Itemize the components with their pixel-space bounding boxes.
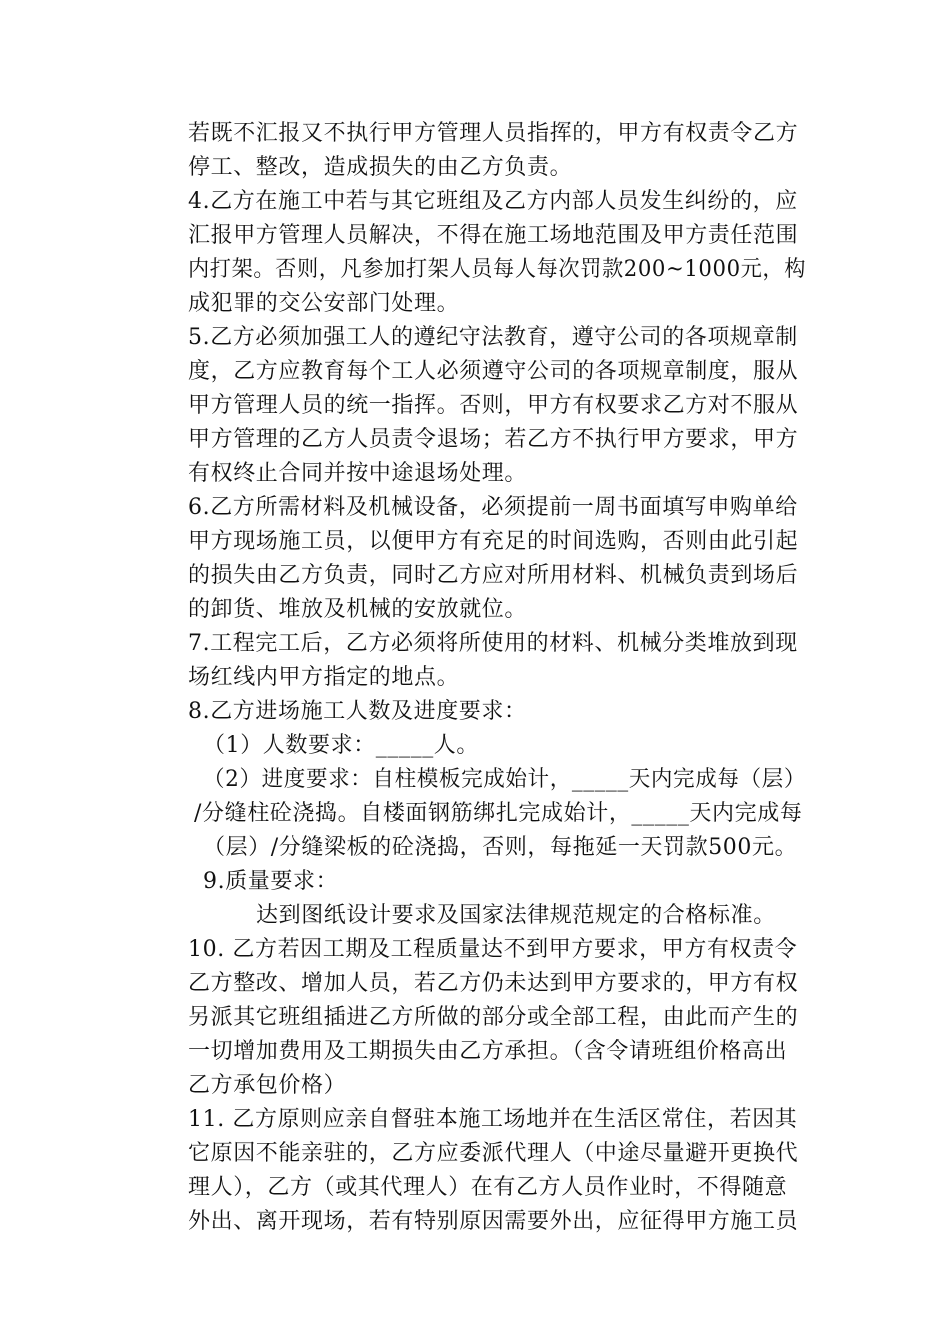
text-line: 达到图纸设计要求及国家法律规范规定的合格标准。: [256, 903, 776, 928]
text-line: 场红线内甲方指定的地点。: [188, 665, 460, 690]
text-line: 若既不汇报又不执行甲方管理人员指挥的，甲方有权责令乙方: [188, 121, 799, 146]
text-line: 的损失由乙方负责，同时乙方应对所用材料、机械负责到场后: [188, 563, 799, 588]
text-line: 甲方管理人员的统一指挥。否则，甲方有权要求乙方对不服从: [188, 393, 799, 418]
text-line: 9.质量要求：: [203, 869, 339, 894]
text-line: 成犯罪的交公安部门处理。: [188, 291, 460, 316]
text-line: 甲方管理的乙方人员责令退场；若乙方不执行甲方要求，甲方: [188, 427, 799, 452]
text-line: （1）人数要求：_____人。: [203, 733, 479, 758]
text-line: 6.乙方所需材料及机械设备，必须提前一周书面填写申购单给: [188, 495, 798, 520]
text-line: 5.乙方必须加强工人的遵纪守法教育，遵守公司的各项规章制: [188, 325, 798, 350]
text-line: 汇报甲方管理人员解决，不得在施工场地范围及甲方责任范围: [188, 223, 799, 248]
text-line: 度，乙方应教育每个工人必须遵守公司的各项规章制度，服从: [188, 359, 799, 384]
text-line: 甲方现场施工员，以便甲方有充足的时间选购，否则由此引起: [188, 529, 799, 554]
text-line: （层）/分缝梁板的砼浇捣，否则，每拖延一天罚款500元。: [203, 835, 798, 860]
text-line: 一切增加费用及工期损失由乙方承担。（含令请班组价格高出: [188, 1039, 788, 1064]
text-line: 4.乙方在施工中若与其它班组及乙方内部人员发生纠纷的，应: [188, 189, 798, 214]
text-line: 理人），乙方（或其代理人）在有乙方人员作业时，不得随意: [188, 1175, 788, 1200]
text-line: 的卸货、堆放及机械的安放就位。: [188, 597, 528, 622]
text-line: 乙方整改、增加人员，若乙方仍未达到甲方要求的，甲方有权: [188, 971, 799, 996]
text-line: 停工、整改，造成损失的由乙方负责。: [188, 155, 573, 180]
text-line: 乙方承包价格）: [188, 1073, 347, 1098]
text-line: 外出、离开现场，若有特别原因需要外出，应征得甲方施工员: [188, 1209, 799, 1234]
text-line: （2）进度要求：自柱模板完成始计，_____天内完成每（层）: [203, 767, 807, 792]
text-line: 有权终止合同并按中途退场处理。: [188, 461, 528, 486]
text-line: 10. 乙方若因工期及工程质量达不到甲方要求，甲方有权责令: [188, 937, 798, 962]
text-line: 另派其它班组插进乙方所做的部分或全部工程，由此而产生的: [188, 1005, 799, 1030]
text-line: /分缝柱砼浇捣。自楼面钢筋绑扎完成始计，_____天内完成每: [194, 801, 803, 826]
text-line: 7.工程完工后，乙方必须将所使用的材料、机械分类堆放到现: [188, 631, 798, 656]
text-line: 8.乙方进场施工人数及进度要求：: [188, 699, 527, 724]
text-line: 内打架。否则，凡参加打架人员每人每次罚款200~1000元，构: [188, 257, 807, 282]
text-line: 它原因不能亲驻的，乙方应委派代理人（中途尽量避开更换代: [188, 1141, 799, 1166]
text-line: 11. 乙方原则应亲自督驻本施工场地并在生活区常住，若因其: [188, 1107, 798, 1132]
